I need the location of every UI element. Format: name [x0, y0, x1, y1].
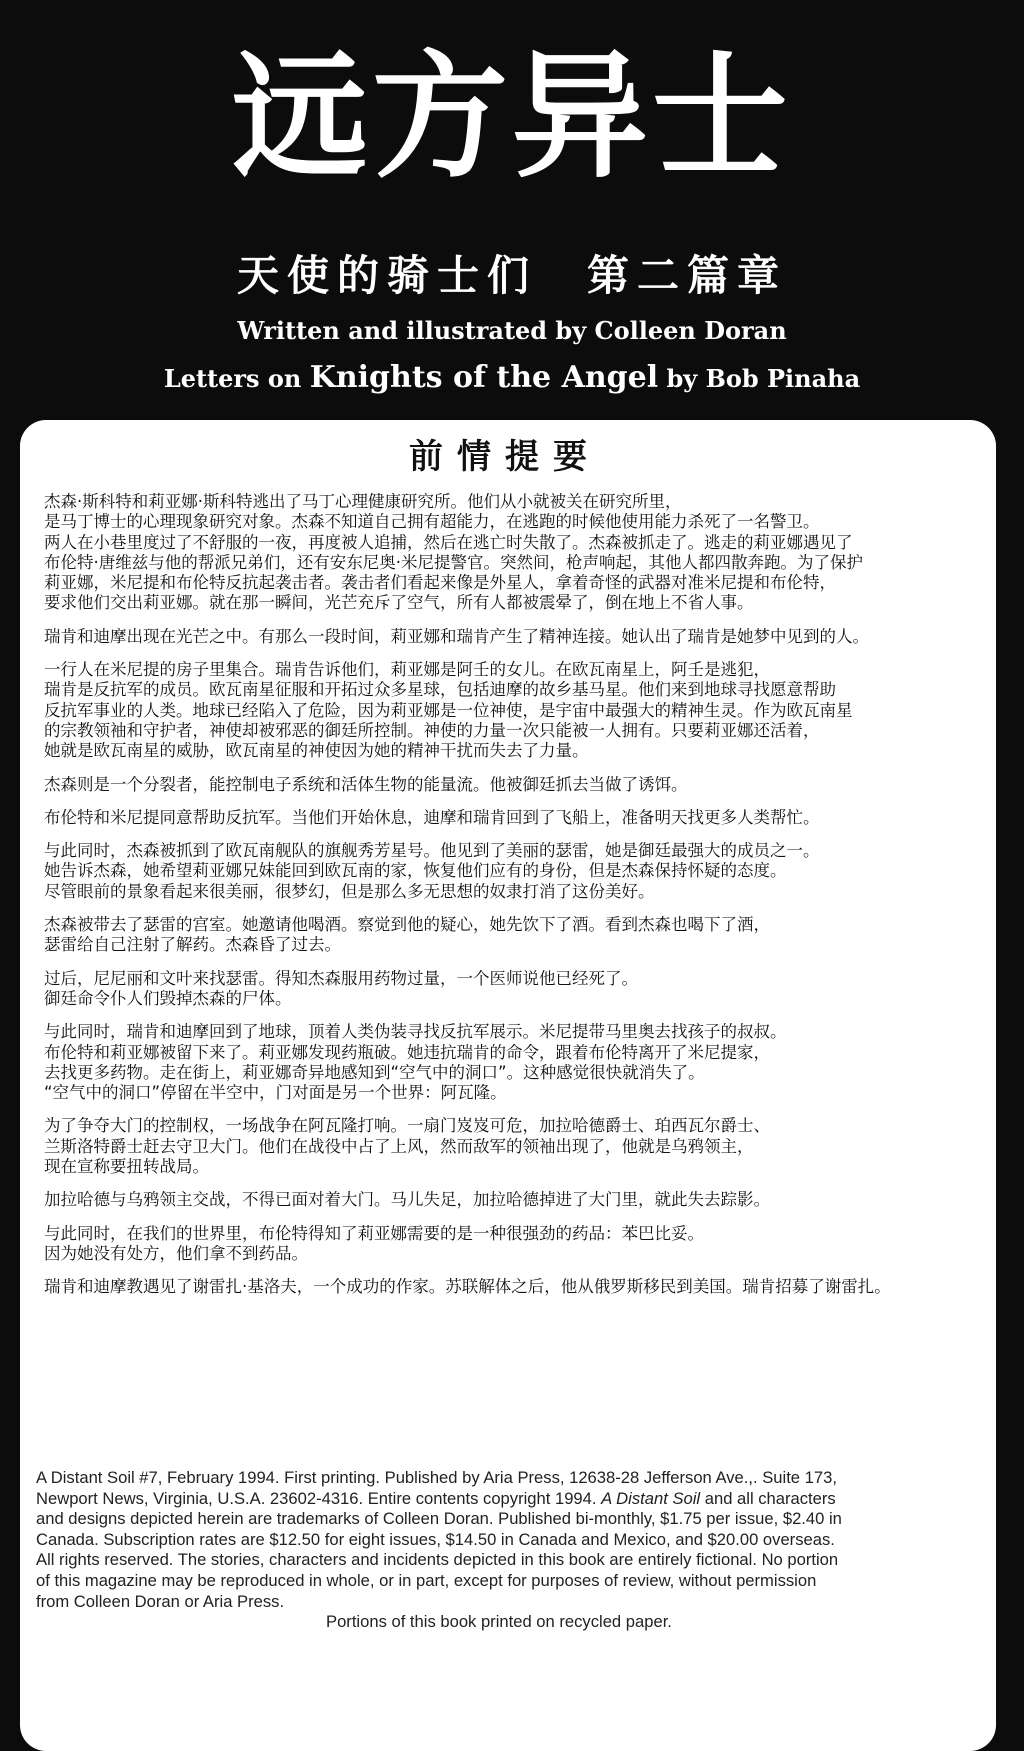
letterer-credit — [0, 360, 1024, 397]
summary-paragraph — [44, 627, 966, 647]
summary-line: 两人在小巷里度过了不舒服的一夜，再度被人追捕，然后在逃亡时失散了。杰森被抓走了。逃走的莉亚娜遇见了 — [44, 532, 853, 552]
summary-line: 是马丁博士的心理现象研究对象。杰森不知道自己拥有超能力，在逃跑的时候他使用能力杀死了一名警卫。 — [44, 512, 820, 532]
chapter-subtitle: 天使的骑士们 第二篇章 — [236, 251, 787, 300]
summary-line: 瑞肯是反抗军的成员。欧瓦南星征服和开拓过众多星球，包括迪摩的故乡基马星。他们来到地球寻找愿意帮助 — [44, 680, 836, 700]
book-title-italic: A Distant Soil — [601, 1488, 701, 1508]
summary-line: 与此同时，瑞肯和迪摩回到了地球，顶着人类伪装寻找反抗军展示。米尼提带马里奥去找孩子的叔叔。 — [44, 1022, 787, 1042]
summary-paragraph — [44, 775, 966, 795]
summary-line: 御廷命令仆人们毁掉杰森的尸体。 — [44, 988, 292, 1008]
summary-line: “空气中的洞口”停留在半空中，门对面是另一个世界：阿瓦隆。 — [44, 1083, 507, 1103]
summary-paragraph — [44, 969, 966, 1010]
summary-line: 布伦特·唐维兹与他的帮派兄弟们，还有安东尼奥·米尼提警官。突然间，枪声响起，其他人都四散奔跑。为了保护 — [44, 552, 863, 572]
publication-line — [36, 1489, 984, 1510]
summary-line: 现在宣称要扭转战局。 — [44, 1157, 209, 1177]
summary-line: 加拉哈德与乌鸦领主交战，不得已面对着大门。马儿失足，加拉哈德掉进了大门里，就此失去踪影。 — [44, 1190, 770, 1210]
summary-line: 瑞肯和迪摩出现在光芒之中。有那么一段时间，莉亚娜和瑞肯产生了精神连接。她认出了瑞肯是她梦中见到的人。 — [44, 626, 869, 646]
summary-line: 的宗教领袖和守护者，神使却被邪恶的御廷所控制。神使的力量一次只能被一人拥有。只要莉亚娜还活着， — [44, 720, 820, 740]
publication-line: All rights reserved. The stories, characters and incidents depicted in this book are entirely fictional. No portion — [36, 1550, 839, 1570]
summary-line: 与此同时，在我们的世界里，布伦特得知了莉亚娜需要的是一种很强劲的药品：苯巴比妥。 — [44, 1223, 704, 1243]
publication-line: from Colleen Doran or Aria Press. — [36, 1591, 285, 1611]
summary-line: 莉亚娜，米尼提和布伦特反抗起袭击者。袭击者们看起来像是外星人，拿着奇怪的武器对准米尼提和布伦特， — [44, 573, 836, 593]
letterer-credit-prefix: Letters on — [163, 364, 310, 393]
story-title: Knights of the Angel — [309, 360, 659, 395]
summary-line: 瑞肯和迪摩教遇见了谢雷扎·基洛夫，一个成功的作家。苏联解体之后，他从俄罗斯移民到美国。瑞肯招募了谢雷扎。 — [44, 1277, 891, 1297]
publication-line: Canada. Subscription rates are $12.50 for eight issues, $14.50 in Canada and Mexico, and $20.00 overseas. — [36, 1529, 835, 1549]
comic-title-logo: 远方异士 — [232, 39, 792, 197]
summary-line: 布伦特和莉亚娜被留下来了。莉亚娜发现药瓶破。她违抗瑞肯的命令，跟着布伦特离开了米尼提家， — [44, 1042, 770, 1062]
summary-paragraph — [44, 808, 966, 828]
publication-line: of this magazine may be reproduced in whole, or in part, except for purposes of review, without permission — [36, 1570, 817, 1590]
summary-line: 她就是欧瓦南星的威胁，欧瓦南星的神使因为她的精神干扰而失去了力量。 — [44, 741, 589, 761]
summary-paragraph — [44, 1190, 966, 1210]
summary-line: 要求他们交出莉亚娜。就在那一瞬间，光芒充斥了空气，所有人都被震晕了，倒在地上不省人事。 — [44, 593, 754, 613]
publication-info-text — [36, 1468, 984, 1612]
summary-line: 一行人在米尼提的房子里集合。瑞肯告诉他们，莉亚娜是阿壬的女儿。在欧瓦南星上，阿壬是逃犯， — [44, 660, 770, 680]
summary-line: 她告诉杰森，她希望莉亚娜兄妹能回到欧瓦南的家，恢复他们应有的身份，但是杰森保持怀疑的态度。 — [44, 861, 787, 881]
summary-paragraph — [44, 492, 966, 614]
summary-line: 去找更多药物。走在街上，莉亚娜奇异地感知到“空气中的洞口”。这种感觉很快就消失了。 — [44, 1062, 705, 1082]
publication-line-part: Newport News, Virginia, U.S.A. 23602-4316. Entire contents copyright 1994. — [36, 1488, 602, 1508]
summary-paragraphs — [44, 492, 966, 1298]
summary-line: 兰斯洛特爵士赶去守卫大门。他们在战役中占了上风，然而敌军的领袖出现了，他就是乌鸦领主， — [44, 1136, 754, 1156]
summary-paragraph — [44, 1022, 966, 1103]
summary-title: 前情提要 — [409, 437, 601, 477]
summary-line: 杰森则是一个分裂者，能控制电子系统和活体生物的能量流。他被御廷抓去当做了诱饵。 — [44, 774, 688, 794]
summary-paragraph — [44, 1224, 966, 1265]
summary-paragraph — [44, 660, 966, 761]
author-credit: Written and illustrated by Colleen Doran — [237, 316, 787, 345]
summary-line: 杰森被带去了瑟雷的宫室。她邀请他喝酒。察觉到他的疑心，她先饮下了酒。看到杰森也喝下了酒， — [44, 915, 770, 935]
summary-line: 尽管眼前的景象看起来很美丽，很梦幻，但是那么多无思想的奴隶打消了这份美好。 — [44, 881, 655, 901]
publication-line: and designs depicted herein are trademarks of Colleen Doran. Published bi-monthly, $1.75 per issue, $2.40 in — [36, 1509, 842, 1529]
summary-line: 过后，尼尼丽和文叶来找瑟雷。得知杰森服用药物过量，一个医师说他已经死了。 — [44, 968, 638, 988]
summary-paragraph — [44, 1116, 966, 1177]
summary-line: 杰森·斯科特和莉亚娜·斯科特逃出了马丁心理健康研究所。他们从小就被关在研究所里， — [44, 492, 682, 511]
publication-line-part: and all characters — [700, 1488, 836, 1508]
summary-line: 为了争夺大门的控制权，一场战争在阿瓦隆打响。一扇门岌岌可危，加拉哈德爵士、珀西瓦尔爵士、 — [44, 1116, 770, 1136]
summary-paragraph — [44, 1277, 966, 1297]
publication-line: A Distant Soil #7, February 1994. First printing. Published by Aria Press, 12638-28 Jefferson Ave.,. Suite 173, — [36, 1468, 837, 1487]
summary-line: 与此同时，杰森被抓到了欧瓦南舰队的旗舰秀芳星号。他见到了美丽的瑟雷，她是御廷最强大的成员之一。 — [44, 841, 820, 861]
summary-line: 反抗军事业的人类。地球已经陷入了危险，因为莉亚娜是一位神使，是宇宙中最强大的精神生灵。作为欧瓦南星 — [44, 700, 853, 720]
summary-paragraph — [44, 841, 966, 902]
letterer-credit-suffix: by Bob Pinaha — [658, 364, 861, 393]
summary-line: 瑟雷给自己注射了解药。杰森昏了过去。 — [44, 935, 341, 955]
publication-info-panel — [22, 1458, 996, 1636]
recycled-paper-note: Portions of this book printed on recycled paper. — [326, 1612, 672, 1632]
summary-line: 布伦特和米尼提同意帮助反抗军。当他们开始休息，迪摩和瑞肯回到了飞船上，准备明天找更多人类帮忙。 — [44, 807, 820, 827]
summary-paragraph — [44, 915, 966, 956]
summary-line: 因为她没有处方，他们拿不到药品。 — [44, 1243, 308, 1263]
